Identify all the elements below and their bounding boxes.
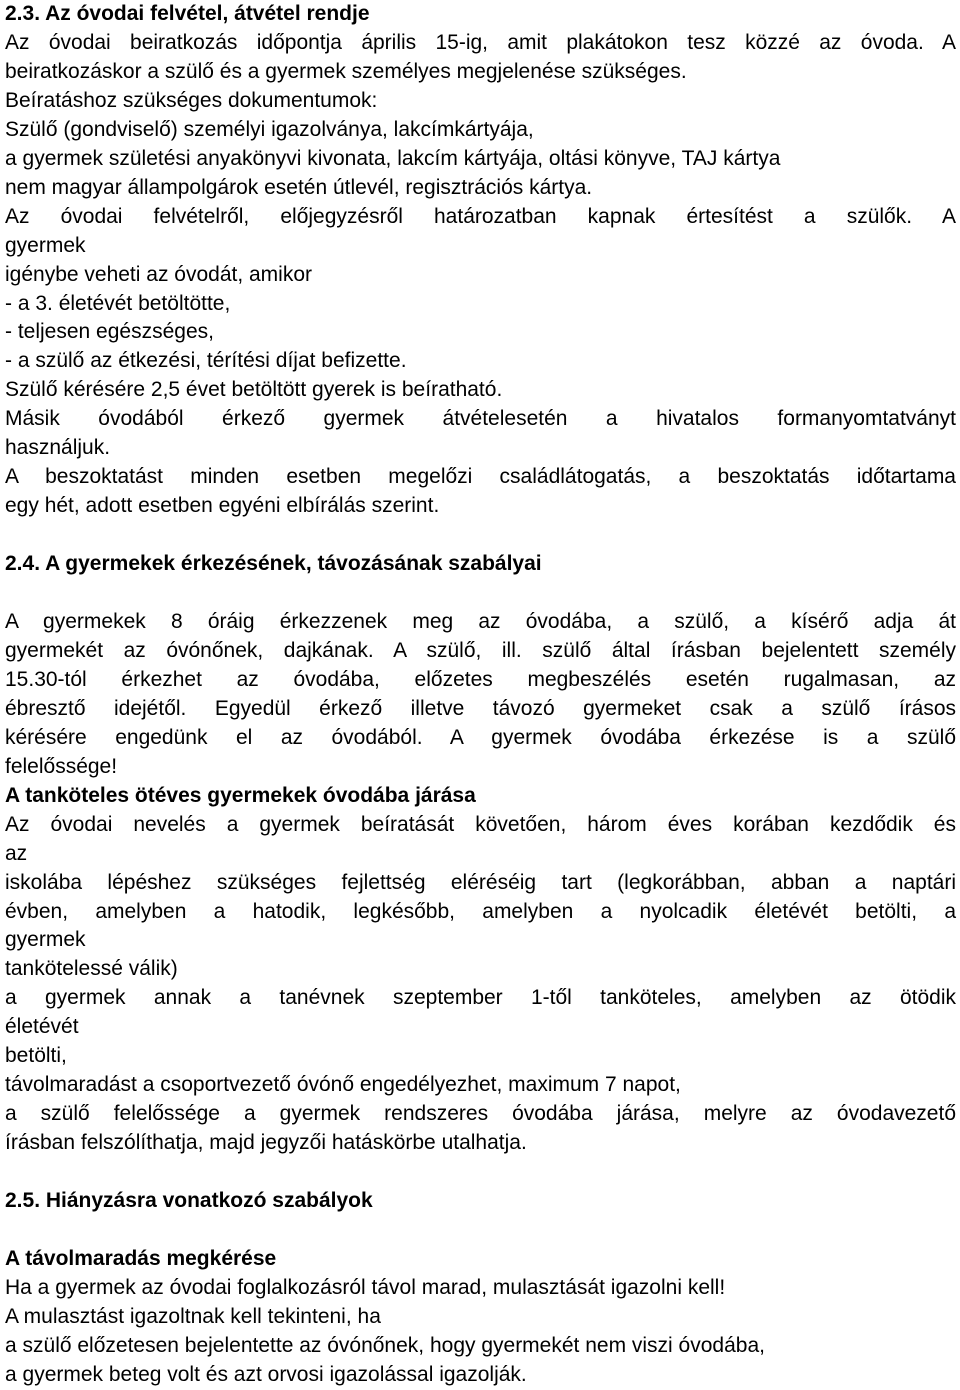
text-line: távolmaradást a csoportvezető óvónő engedélyezhet, maximum 7 napot, [5,1073,681,1097]
text-line: tankötelessé válik) [5,957,178,981]
text-line: gyermek [5,233,86,257]
text-line: a gyermek beteg volt és azt orvosi igazolással igazolják. [5,1362,527,1386]
text-line: Az óvodai nevelés a gyermek beíratását követően, három éves korában kezdődik és [5,812,956,836]
text-line: gyermek [5,928,86,952]
list-item: - teljesen egészséges, [5,320,214,344]
text-line: Szülő (gondviselő) személyi igazolványa, lakcímkártyája, [5,117,534,141]
text-line: felelőssége! [5,754,118,778]
list-item: - a szülő az étkezési, térítési díjat befizette. [5,349,407,373]
text-line: iskolába lépéshez szükséges fejlettség eléréséig tart (legkorábban, abban a naptári [5,870,956,894]
text-line: az [5,841,28,865]
spacer [5,1158,956,1187]
text-line: kérésére engedünk el az óvodából. A gyermek óvodába érkezése is a szülő [5,725,956,749]
text-line: Beíratáshoz szükséges dokumentumok: [5,88,378,112]
text-line: a szülő felelőssége a gyermek rendszeres óvodába járása, melyre az óvodavezető [5,1102,956,1126]
text-line: életévét [5,1015,79,1039]
text-line: nem magyar állampolgárok esetén útlevél, regisztrációs kártya. [5,175,593,199]
section-heading-2-4: 2.4. A gyermekek érkezésének, távozásának szabályai [5,552,542,576]
subsection-heading: A távolmaradás megkérése [5,1246,277,1270]
section-heading-2-5: 2.5. Hiányzásra vonatkozó szabályok [5,1189,373,1213]
text-line: A beszoktatást minden esetben megelőzi családlátogatás, a beszoktatás időtartama [5,465,956,489]
text-line: Szülő kérésére 2,5 évet betöltött gyerek is beíratható. [5,378,503,402]
text-line: A mulasztást igazoltnak kell tekinteni, ha [5,1304,381,1328]
text-line: gyermekét az óvónőnek, dajkának. A szülő, ill. szülő által írásban bejelentett személy [5,638,956,662]
text-line: használjuk. [5,436,111,460]
subsection-heading: A tanköteles ötéves gyermekek óvodába járása [5,783,476,807]
text-line: beiratkozáskor a szülő és a gyermek személyes megjelenése szükséges. [5,59,687,83]
list-item: - a 3. életévét betöltötte, [5,291,231,315]
section-heading-2-3: 2.3. Az óvodai felvétel, átvétel rendje [5,2,370,25]
text-line: ébresztő idejétől. Egyedül érkező illetve távozó gyermeket csak a szülő írásos [5,696,956,720]
text-line: a gyermek születési anyakönyvi kivonata, lakcím kártyája, oltási könyve, TAJ kártya [5,146,781,170]
text-line: egy hét, adott esetben egyéni elbírálás szerint. [5,494,440,518]
text-line: a gyermek annak a tanévnek szeptember 1-től tanköteles, amelyben az ötödik [5,986,956,1010]
text-line: Másik óvodából érkező gyermek átvételesetén a hivatalos formanyomtatványt [5,407,956,431]
text-line: Az óvodai beiratkozás időpontja április 15-ig, amit plakátokon tesz közzé az óvoda. A [5,30,956,54]
spacer [5,1216,956,1245]
text-line: Ha a gyermek az óvodai foglalkozásról távol marad, mulasztását igazolni kell! [5,1275,726,1299]
text-line: írásban felszólíthatja, majd jegyzői hatáskörbe utalhatja. [5,1131,527,1155]
text-line: évben, amelyben a hatodik, legkésőbb, amelyben a nyolcadik életévét betölti, a [5,899,956,923]
text-line: igénybe veheti az óvodát, amikor [5,262,313,286]
text-line: a szülő előzetesen bejelentette az óvónőnek, hogy gyermekét nem viszi óvodába, [5,1333,765,1357]
spacer [5,579,956,608]
text-line: A gyermekek 8 óráig érkezzenek meg az óvodába, a szülő, a kísérő adja át [5,609,956,633]
text-line: Az óvodai felvételről, előjegyzésről határozatban kapnak értesítést a szülők. A [5,204,956,228]
text-line: betölti, [5,1044,67,1068]
spacer [5,521,956,550]
text-line: 15.30-tól érkezhet az óvodába, előzetes megbeszélés esetén rugalmasan, az [5,667,956,691]
